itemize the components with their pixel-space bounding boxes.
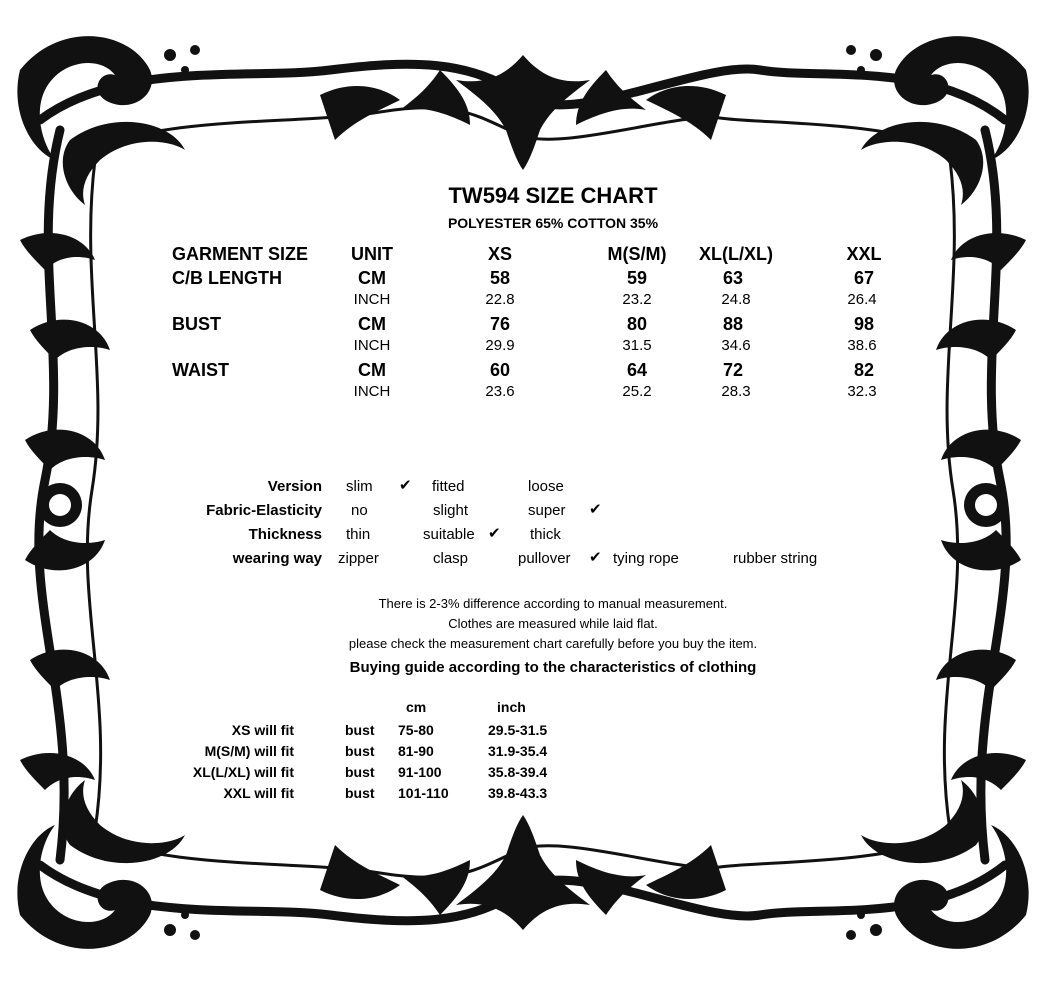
unit-inch: INCH [353,291,391,308]
value-inch: 26.4 [847,291,877,308]
check-icon: ✔ [589,549,602,566]
guide-size: M(S/M) will fit [204,743,294,759]
value-inch: 23.6 [485,383,515,400]
option-pullover: pullover [518,550,571,567]
guide-col-cm: cm [406,699,427,715]
guide-size: XXL will fit [223,785,294,801]
option-thick: thick [530,526,561,543]
guide-part: bust [345,743,375,759]
guide-inch-range: 29.5-31.5 [488,722,548,738]
note-measurement-difference: There is 2-3% difference according to manual measurement. [378,596,728,611]
check-icon: ✔ [488,525,501,542]
check-icon: ✔ [589,501,602,518]
option-slight: slight [433,502,469,519]
value-cm: 60 [489,360,511,380]
value-inch: 29.9 [485,337,515,354]
guide-size: XL(L/XL) will fit [192,764,294,780]
header-unit: UNIT [351,244,393,264]
guide-size: XS will fit [231,722,294,738]
option-loose: loose [528,478,564,495]
guide-cm-range: 101-110 [398,785,449,801]
guide-cm-range: 91-100 [398,764,442,780]
value-cm: 88 [722,314,744,334]
option-tying-rope: tying rope [613,550,679,567]
value-inch: 38.6 [847,337,877,354]
unit-inch: INCH [353,383,391,400]
guide-part: bust [345,785,375,801]
option-zipper: zipper [338,550,379,567]
value-inch: 28.3 [721,383,751,400]
note-check-chart: please check the measurement chart carefully before you buy the item. [348,636,758,651]
header-size-m: M(S/M) [607,244,667,264]
value-inch: 31.5 [622,337,652,354]
value-cm: 58 [489,268,511,288]
value-cm: 64 [626,360,648,380]
value-cm: 63 [722,268,744,288]
option-no: no [351,502,368,519]
value-inch: 25.2 [622,383,652,400]
value-inch: 24.8 [721,291,751,308]
label-fabric-elasticity: Fabric-Elasticity [206,502,322,519]
note-laid-flat: Clothes are measured while laid flat. [448,616,658,631]
value-cm: 80 [626,314,648,334]
value-cm: 67 [853,268,875,288]
guide-part: bust [345,764,375,780]
label-version: Version [267,478,322,495]
unit-inch: INCH [353,337,391,354]
option-fitted: fitted [432,478,465,495]
check-icon: ✔ [399,477,412,494]
header-garment-size: GARMENT SIZE [172,244,309,264]
header-size-xl: XL(L/XL) [699,244,773,264]
value-cm: 59 [626,268,648,288]
guide-cm-range: 75-80 [398,722,434,738]
unit-cm: CM [358,314,386,334]
option-clasp: clasp [433,550,469,567]
guide-inch-range: 31.9-35.4 [488,743,548,759]
guide-col-inch: inch [497,699,526,715]
row-label-bust: BUST [172,314,221,334]
option-super: super [528,502,566,519]
guide-part: bust [345,722,375,738]
value-cm: 82 [853,360,875,380]
option-suitable: suitable [423,526,475,543]
guide-inch-range: 35.8-39.4 [488,764,548,780]
buying-guide-title: Buying guide according to the characteristics of clothing [349,659,757,676]
guide-cm-range: 81-90 [398,743,434,759]
value-cm: 98 [853,314,875,334]
row-label-cb-length: C/B LENGTH [172,268,282,288]
header-size-xxl: XXL [846,244,882,264]
unit-cm: CM [358,268,386,288]
option-slim: slim [346,478,373,495]
chart-title: TW594 SIZE CHART [448,183,658,208]
value-inch: 23.2 [622,291,652,308]
value-cm: 76 [489,314,511,334]
label-thickness: Thickness [248,526,322,543]
value-inch: 22.8 [485,291,515,308]
value-inch: 32.3 [847,383,877,400]
value-inch: 34.6 [721,337,751,354]
header-size-xs: XS [487,244,512,264]
value-cm: 72 [722,360,744,380]
option-rubber-string: rubber string [733,550,818,567]
guide-inch-range: 39.8-43.3 [488,785,548,801]
label-wearing-way: wearing way [232,550,322,567]
option-thin: thin [346,526,371,543]
unit-cm: CM [358,360,386,380]
material-composition: POLYESTER 65% COTTON 35% [447,215,659,231]
row-label-waist: WAIST [172,360,229,380]
